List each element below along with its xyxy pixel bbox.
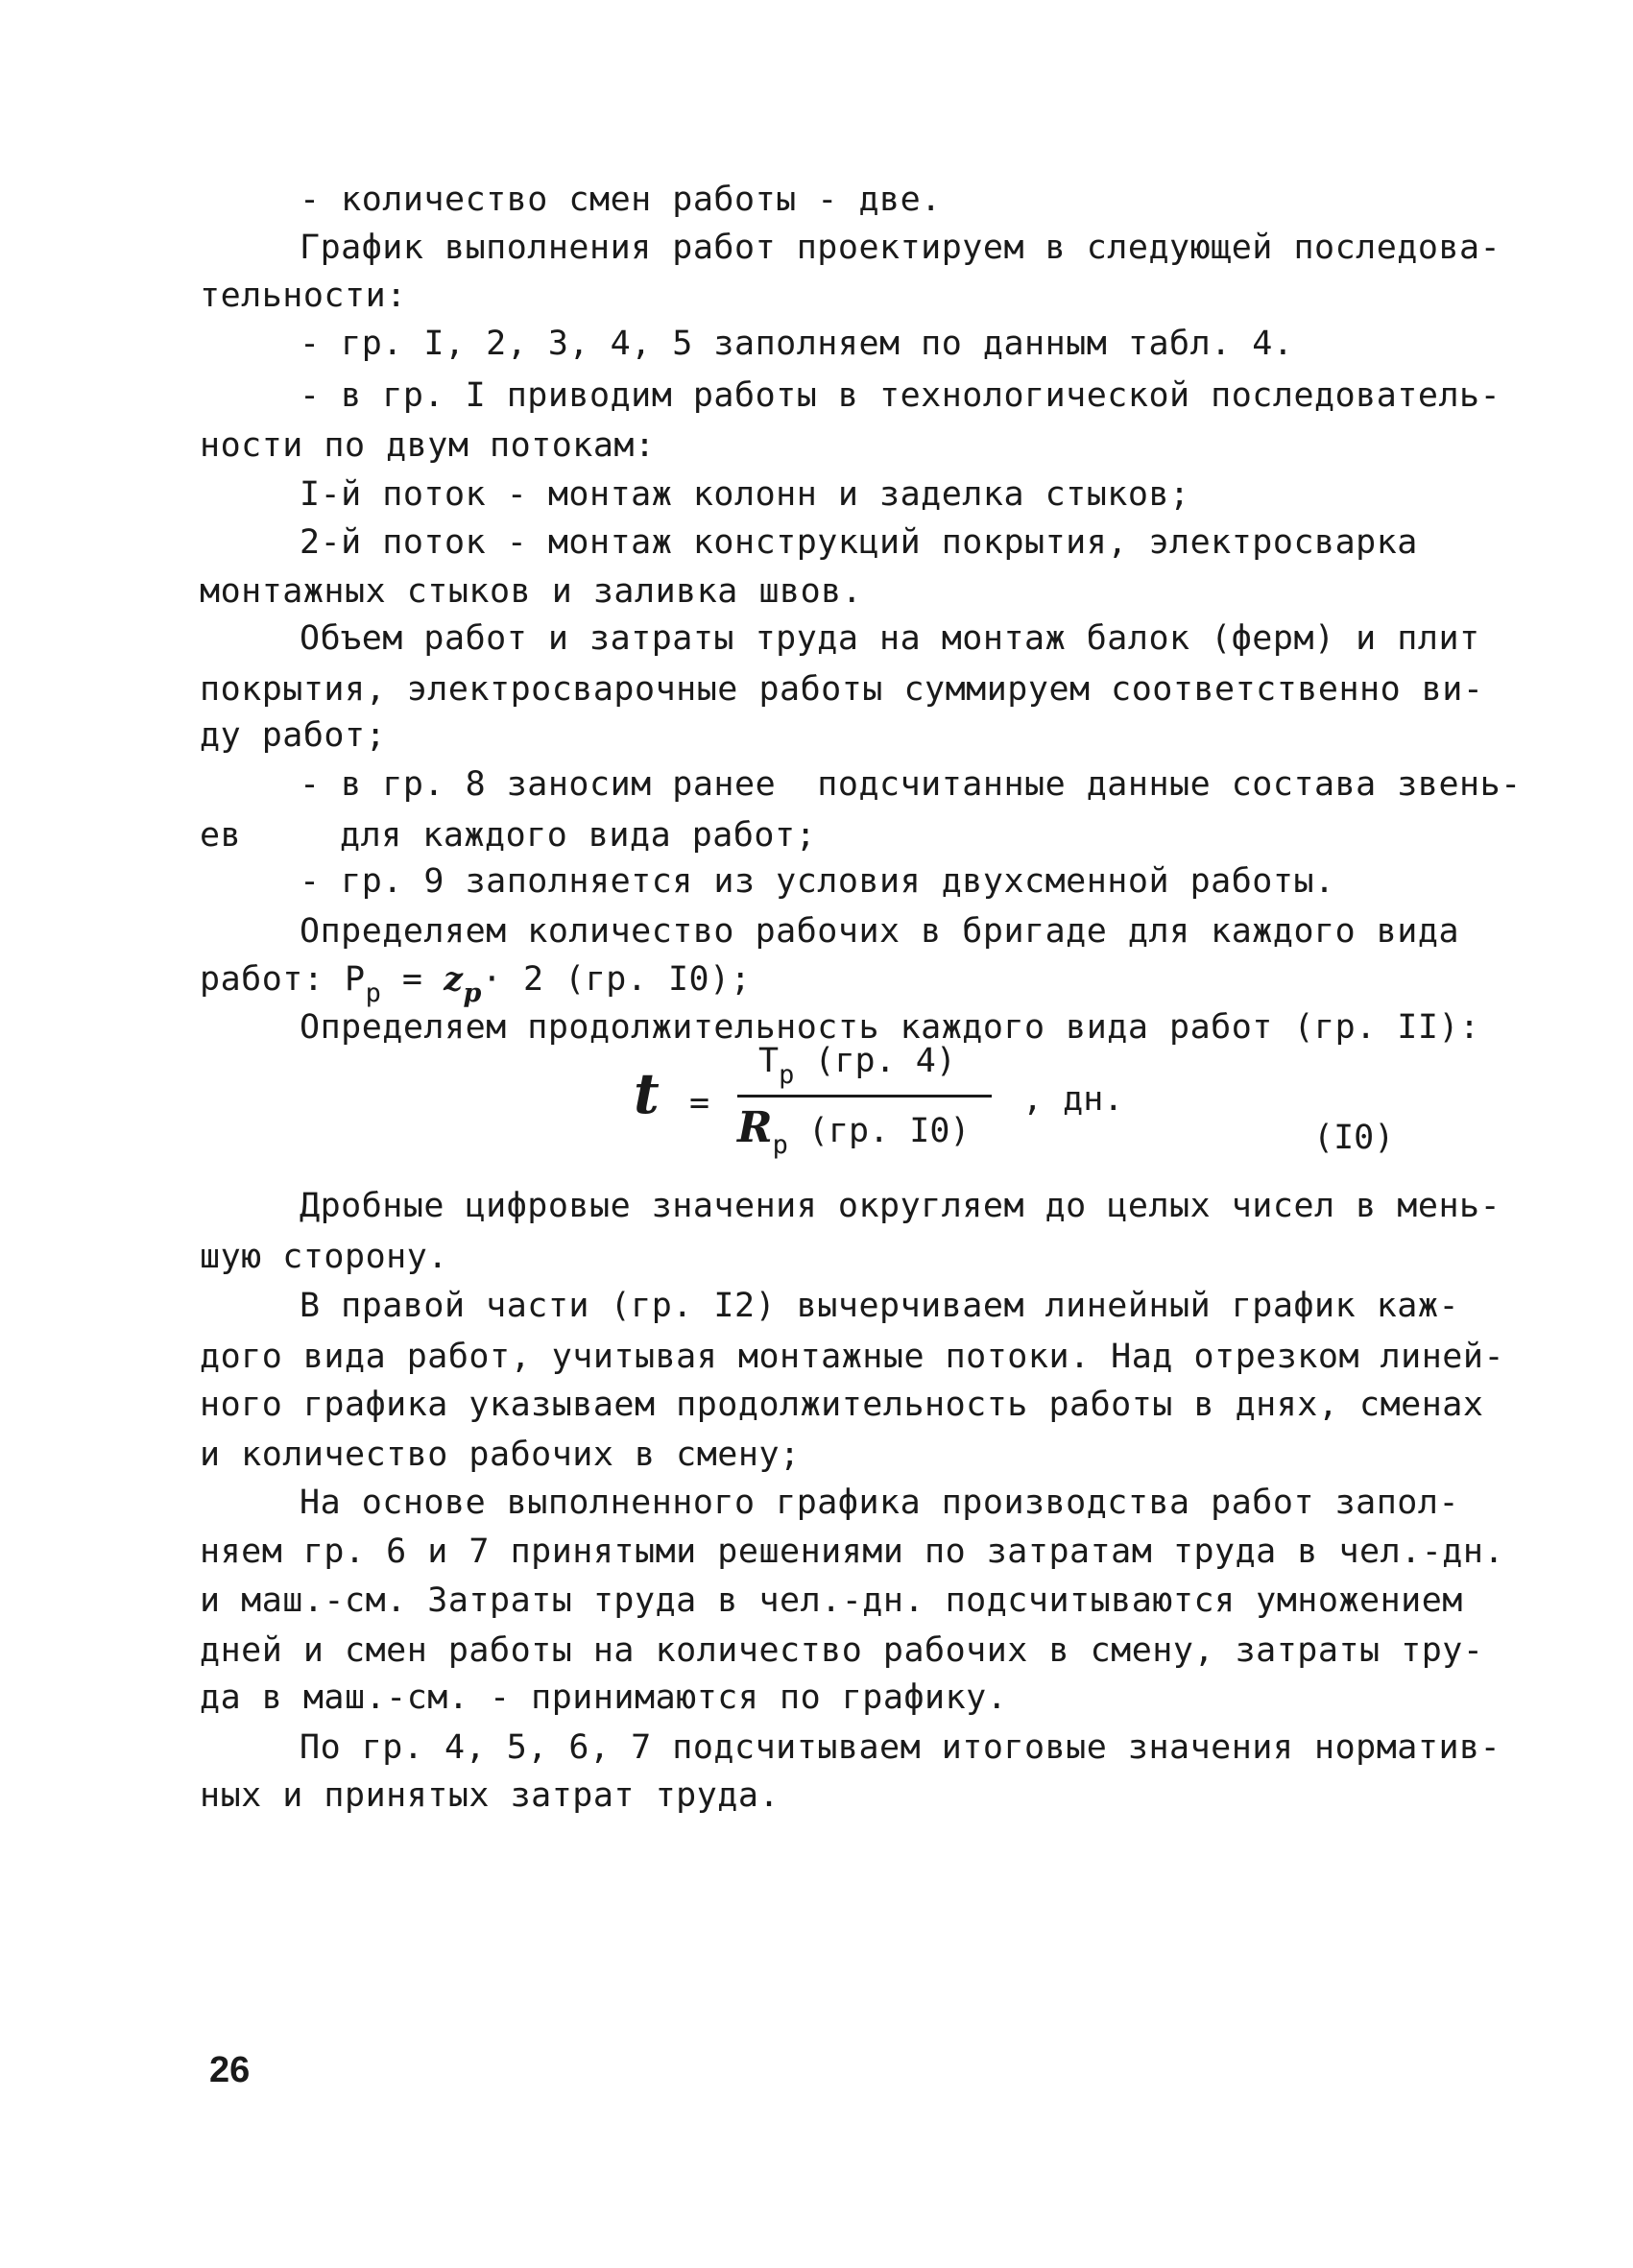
text-line-26: няем гр. 6 и 7 принятыми решениями по затратам труда в чел.-дн. <box>200 1532 1505 1571</box>
workers-formula-z: z <box>444 959 464 999</box>
formula-t-symbol: t <box>634 1061 660 1126</box>
text-line-28: дней и смен работы на количество рабочих в смену, затраты тру- <box>200 1631 1484 1670</box>
text-line-27: и маш.-см. Затраты труда в чел.-дн. подсчитываются умножением <box>200 1581 1463 1620</box>
formula-den-rest: (гр. I0) <box>787 1112 971 1150</box>
equation-number: (I0) <box>1313 1119 1395 1157</box>
text-line-2: График выполнения работ проектируем в следующей последова- <box>300 229 1501 267</box>
formula-equals: = <box>689 1084 710 1122</box>
formula-den-sub: p <box>772 1130 788 1160</box>
formula-numerator <box>758 1042 956 1090</box>
text-line-14a: ев <box>200 816 242 855</box>
workers-formula-sub: p <box>365 978 382 1008</box>
text-line-8: 2-й поток - монтаж конструкций покрытия, электросварка <box>300 523 1418 562</box>
text-line-31: ных и принятых затрат труда. <box>200 1776 780 1815</box>
text-line-7: I-й поток - монтаж колонн и заделка стыков; <box>300 475 1190 514</box>
text-line-19: Дробные цифровые значения округляем до целых чисел в мень- <box>300 1187 1501 1225</box>
text-line-16: Определяем количество рабочих в бригаде для каждого вида <box>300 912 1460 951</box>
text-line-9: монтажных стыков и заливка швов. <box>200 572 863 611</box>
formula-num-rest: (гр. 4) <box>794 1042 956 1080</box>
text-line-1: - количество смен работы - две. <box>300 181 942 219</box>
text-line-6: ности по двум потокам: <box>200 426 656 465</box>
text-line-30: По гр. 4, 5, 6, 7 подсчитываем итоговые значения норматив- <box>300 1728 1501 1767</box>
text-line-18: Определяем продолжительность каждого вида работ (гр. II): <box>300 1008 1480 1047</box>
formula-unit: , дн. <box>1022 1080 1124 1119</box>
text-line-22: дого вида работ, учитывая монтажные потоки. Над отрезком линей- <box>200 1338 1505 1376</box>
workers-formula-eq: = <box>381 960 444 999</box>
text-line-4: - гр. I, 2, 3, 4, 5 заполняем по данным табл. 4. <box>300 325 1294 363</box>
text-line-10: Объем работ и затраты труда на монтаж балок (ферм) и плит <box>300 619 1480 658</box>
formula-denominator <box>737 1103 971 1160</box>
text-line-20: шую сторону. <box>200 1238 448 1276</box>
formula-num-T: T <box>758 1042 780 1080</box>
text-line-29: да в маш.-см. - принимаются по графику. <box>200 1678 1008 1717</box>
duration-formula <box>634 1042 1459 1186</box>
workers-formula-lead: работ: P <box>200 960 366 999</box>
workers-formula-zsub: p <box>463 978 482 1008</box>
text-line-5: - в гр. I приводим работы в технологической последователь- <box>300 376 1501 415</box>
workers-formula-rest: · 2 (гр. I0); <box>481 960 752 999</box>
text-line-21: В правой части (гр. I2) вычерчиваем линейный график каж- <box>300 1287 1460 1325</box>
page-number: 26 <box>209 2050 251 2090</box>
formula-num-sub: p <box>779 1060 795 1090</box>
text-line-13: - в гр. 8 заносим ранее подсчитанные данные состава звень- <box>300 765 1522 804</box>
text-line-24: и количество рабочих в смену; <box>200 1436 801 1474</box>
fraction-bar <box>737 1095 992 1098</box>
text-line-14b: для каждого вида работ; <box>340 816 817 855</box>
text-line-11: покрытия, электросварочные работы суммируем соответственно ви- <box>200 670 1484 709</box>
text-line-23: ного графика указываем продолжительность работы в днях, сменах <box>200 1386 1484 1424</box>
text-line-3: тельности: <box>200 277 407 315</box>
text-line-15: - гр. 9 заполняется из условия двухсменной работы. <box>300 862 1335 901</box>
text-line-25: На основе выполненного графика производства работ запол- <box>300 1484 1460 1522</box>
workers-formula-line <box>200 960 751 1013</box>
formula-den-R: R <box>737 1103 773 1152</box>
text-line-12: ду работ; <box>200 716 387 755</box>
